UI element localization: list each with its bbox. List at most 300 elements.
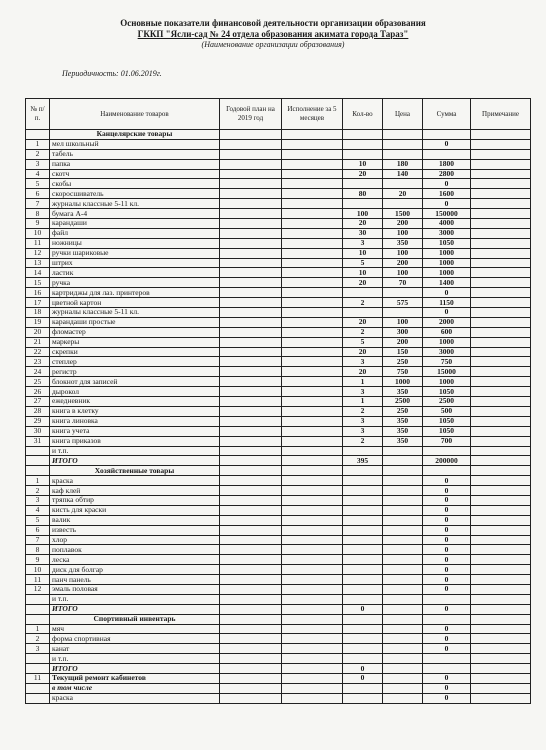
cell-empty <box>471 238 531 248</box>
cell-empty <box>220 397 282 407</box>
cell-price: 350 <box>383 387 423 397</box>
organization-name: ГККП "Ясли-сад № 24 отдела образования акимата города Тараз" <box>137 29 409 39</box>
cell-qty <box>343 288 383 298</box>
table-row <box>26 654 531 664</box>
cell-name: степлер <box>50 357 220 367</box>
table-row <box>26 486 531 496</box>
cell-qty: 80 <box>343 189 383 199</box>
cell-qty <box>343 486 383 496</box>
cell-sum: 1000 <box>423 248 471 258</box>
cell-sum: 0 <box>423 535 471 545</box>
cell-empty <box>471 199 531 209</box>
table-header-row <box>26 99 531 130</box>
cell-empty <box>220 298 282 308</box>
cell-name: ежедневник <box>50 397 220 407</box>
cell-empty <box>471 466 531 476</box>
cell-empty <box>282 673 343 683</box>
cell-empty <box>471 495 531 505</box>
cell-empty <box>220 406 282 416</box>
cell-qty: 0 <box>343 673 383 683</box>
cell-n: 1 <box>26 476 50 486</box>
cell-empty <box>282 545 343 555</box>
cell-empty <box>220 159 282 169</box>
table-row <box>26 367 531 377</box>
cell-sum: 1050 <box>423 238 471 248</box>
column-header: Наименование товаров <box>50 99 220 130</box>
cell-qty: 0 <box>343 604 383 614</box>
cell-price: 1500 <box>383 209 423 219</box>
cell-n: 10 <box>26 228 50 238</box>
cell-name: ИТОГО <box>50 664 220 674</box>
cell-empty <box>423 466 471 476</box>
table-row <box>26 575 531 585</box>
cell-empty <box>220 377 282 387</box>
cell-empty <box>471 159 531 169</box>
cell-n: 10 <box>26 565 50 575</box>
cell-empty <box>383 130 423 140</box>
cell-qty: 10 <box>343 159 383 169</box>
cell-empty <box>282 693 343 703</box>
cell-name: скотч <box>50 169 220 179</box>
cell-price <box>383 654 423 664</box>
cell-empty <box>282 555 343 565</box>
cell-name: карандаши простые <box>50 317 220 327</box>
cell-name: книга линовка <box>50 416 220 426</box>
cell-empty <box>282 604 343 614</box>
cell-empty <box>220 238 282 248</box>
cell-sum: 1000 <box>423 258 471 268</box>
cell-price <box>383 664 423 674</box>
column-header: Кол-во <box>343 99 383 130</box>
cell-sum: 0 <box>423 545 471 555</box>
cell-empty <box>471 654 531 664</box>
cell-empty <box>282 466 343 476</box>
cell-empty <box>282 377 343 387</box>
cell-name: Канцелярские товары <box>50 130 220 140</box>
cell-empty <box>282 426 343 436</box>
cell-price: 20 <box>383 189 423 199</box>
cell-sum: 150000 <box>423 209 471 219</box>
cell-empty <box>220 258 282 268</box>
cell-n: 1 <box>26 139 50 149</box>
cell-empty <box>471 565 531 575</box>
cell-name: и т.п. <box>50 594 220 604</box>
cell-sum: 0 <box>423 515 471 525</box>
table-row <box>26 258 531 268</box>
table-row <box>26 535 531 545</box>
cell-qty: 0 <box>343 664 383 674</box>
cell-n: 13 <box>26 258 50 268</box>
cell-empty <box>282 594 343 604</box>
cell-empty <box>471 397 531 407</box>
cell-price: 350 <box>383 436 423 446</box>
cell-price <box>383 624 423 634</box>
cell-empty <box>220 357 282 367</box>
cell-empty <box>220 634 282 644</box>
cell-name: ручка <box>50 278 220 288</box>
cell-n: 4 <box>26 505 50 515</box>
table-row <box>26 545 531 555</box>
cell-sum: 0 <box>423 495 471 505</box>
cell-n <box>26 693 50 703</box>
cell-empty <box>471 486 531 496</box>
cell-price: 150 <box>383 347 423 357</box>
cell-empty <box>220 446 282 456</box>
cell-qty: 20 <box>343 169 383 179</box>
cell-qty <box>343 515 383 525</box>
cell-n <box>26 654 50 664</box>
cell-n: 28 <box>26 406 50 416</box>
cell-empty <box>282 634 343 644</box>
cell-qty: 2 <box>343 327 383 337</box>
cell-empty <box>282 357 343 367</box>
cell-name: бумага А-4 <box>50 209 220 219</box>
cell-name: краска <box>50 693 220 703</box>
cell-empty <box>471 248 531 258</box>
cell-sum: 1050 <box>423 426 471 436</box>
table-row <box>26 357 531 367</box>
cell-name: каф клей <box>50 486 220 496</box>
cell-qty: 5 <box>343 258 383 268</box>
cell-empty <box>471 406 531 416</box>
table-row <box>26 298 531 308</box>
cell-empty <box>471 169 531 179</box>
cell-n: 17 <box>26 298 50 308</box>
table-row <box>26 555 531 565</box>
cell-name: скобы <box>50 179 220 189</box>
cell-empty <box>220 476 282 486</box>
cell-empty <box>471 476 531 486</box>
cell-sum: 0 <box>423 584 471 594</box>
cell-name: известь <box>50 525 220 535</box>
table-row <box>26 624 531 634</box>
cell-sum: 0 <box>423 476 471 486</box>
financial-table <box>25 98 531 704</box>
cell-empty <box>471 377 531 387</box>
cell-price: 350 <box>383 416 423 426</box>
cell-empty <box>471 357 531 367</box>
cell-price: 70 <box>383 278 423 288</box>
cell-empty <box>26 130 50 140</box>
cell-n: 9 <box>26 555 50 565</box>
cell-sum: 1800 <box>423 159 471 169</box>
cell-qty: 10 <box>343 268 383 278</box>
cell-qty <box>343 654 383 664</box>
cell-name: цветной картон <box>50 298 220 308</box>
cell-sum: 700 <box>423 436 471 446</box>
cell-price: 250 <box>383 406 423 416</box>
table-row <box>26 397 531 407</box>
cell-n: 5 <box>26 179 50 189</box>
cell-name: мел школьный <box>50 139 220 149</box>
cell-n: 11 <box>26 238 50 248</box>
cell-price: 2500 <box>383 397 423 407</box>
cell-name: канат <box>50 644 220 654</box>
cell-qty: 3 <box>343 238 383 248</box>
cell-price <box>383 149 423 159</box>
cell-n: 16 <box>26 288 50 298</box>
cell-name: леска <box>50 555 220 565</box>
cell-empty <box>220 673 282 683</box>
periodicity: Периодичность: 01.06.2019г. <box>62 69 162 78</box>
total-row <box>26 456 531 466</box>
cell-name: валик <box>50 515 220 525</box>
table-row <box>26 476 531 486</box>
cell-empty <box>26 466 50 476</box>
cell-sum: 1000 <box>423 268 471 278</box>
cell-empty <box>282 565 343 575</box>
cell-n: 2 <box>26 486 50 496</box>
cell-empty <box>282 209 343 219</box>
cell-qty: 3 <box>343 357 383 367</box>
cell-price <box>383 683 423 693</box>
cell-empty <box>220 505 282 515</box>
cell-sum: 2000 <box>423 317 471 327</box>
column-header: Примечание <box>471 99 531 130</box>
cell-sum: 2500 <box>423 397 471 407</box>
table-row <box>26 169 531 179</box>
cell-name: табель <box>50 149 220 159</box>
cell-name: журналы классные 5-11 кл. <box>50 199 220 209</box>
cell-n: 19 <box>26 317 50 327</box>
cell-qty <box>343 476 383 486</box>
cell-empty <box>220 367 282 377</box>
cell-qty: 100 <box>343 209 383 219</box>
cell-qty <box>343 535 383 545</box>
cell-name: Текущий ремонт кабинетов <box>50 673 220 683</box>
cell-qty: 395 <box>343 456 383 466</box>
cell-name: карандаши <box>50 219 220 229</box>
cell-n: 12 <box>26 248 50 258</box>
table-row <box>26 278 531 288</box>
cell-empty <box>471 149 531 159</box>
table-row <box>26 436 531 446</box>
cell-empty <box>282 219 343 229</box>
cell-empty <box>220 248 282 258</box>
cell-name: ИТОГО <box>50 604 220 614</box>
cell-price <box>383 673 423 683</box>
cell-n: 7 <box>26 199 50 209</box>
cell-qty <box>343 624 383 634</box>
cell-empty <box>471 614 531 624</box>
cell-empty <box>282 436 343 446</box>
cell-empty <box>423 130 471 140</box>
cell-empty <box>282 644 343 654</box>
cell-sum: 0 <box>423 555 471 565</box>
total-row <box>26 604 531 614</box>
cell-empty <box>471 426 531 436</box>
table-body <box>26 130 531 704</box>
cell-price <box>383 505 423 515</box>
cell-empty <box>282 288 343 298</box>
cell-sum: 0 <box>423 693 471 703</box>
table-row <box>26 673 531 683</box>
cell-empty <box>471 179 531 189</box>
cell-sum <box>423 149 471 159</box>
cell-empty <box>471 347 531 357</box>
cell-sum: 0 <box>423 288 471 298</box>
organization-caption: (Наименование организации образования) <box>201 40 345 49</box>
cell-empty <box>282 614 343 624</box>
cell-empty <box>220 545 282 555</box>
cell-empty <box>220 288 282 298</box>
cell-sum: 1150 <box>423 298 471 308</box>
cell-n <box>26 446 50 456</box>
cell-empty <box>282 397 343 407</box>
cell-sum: 0 <box>423 199 471 209</box>
cell-n: 2 <box>26 634 50 644</box>
cell-price <box>383 446 423 456</box>
cell-empty <box>282 535 343 545</box>
cell-sum: 0 <box>423 179 471 189</box>
cell-name: маркеры <box>50 337 220 347</box>
table-row <box>26 228 531 238</box>
cell-n: 3 <box>26 644 50 654</box>
table-row <box>26 505 531 515</box>
cell-price <box>383 575 423 585</box>
table-row <box>26 317 531 327</box>
cell-name: скрепки <box>50 347 220 357</box>
cell-empty <box>220 644 282 654</box>
cell-n: 21 <box>26 337 50 347</box>
cell-n: 20 <box>26 327 50 337</box>
cell-sum: 0 <box>423 525 471 535</box>
cell-name: поплавок <box>50 545 220 555</box>
cell-empty <box>26 664 50 674</box>
cell-empty <box>471 278 531 288</box>
cell-price <box>383 139 423 149</box>
cell-empty <box>220 278 282 288</box>
cell-empty <box>26 456 50 466</box>
cell-empty <box>220 486 282 496</box>
cell-sum: 1600 <box>423 189 471 199</box>
table-row <box>26 248 531 258</box>
table-row <box>26 199 531 209</box>
cell-name: скоросшиватель <box>50 189 220 199</box>
column-header: Цена <box>383 99 423 130</box>
cell-empty <box>220 683 282 693</box>
table-row <box>26 634 531 644</box>
cell-empty <box>282 337 343 347</box>
cell-empty <box>471 308 531 318</box>
cell-price <box>383 555 423 565</box>
cell-qty: 2 <box>343 436 383 446</box>
section-header-row <box>26 130 531 140</box>
cell-empty <box>471 575 531 585</box>
cell-name: блокнот для записей <box>50 377 220 387</box>
cell-empty <box>471 367 531 377</box>
cell-empty <box>282 248 343 258</box>
cell-qty <box>343 565 383 575</box>
cell-empty <box>282 199 343 209</box>
cell-price: 350 <box>383 426 423 436</box>
cell-empty <box>471 594 531 604</box>
cell-sum: 0 <box>423 505 471 515</box>
cell-price: 1000 <box>383 377 423 387</box>
cell-empty <box>471 644 531 654</box>
cell-empty <box>282 575 343 585</box>
cell-empty <box>471 584 531 594</box>
cell-price <box>383 495 423 505</box>
cell-empty <box>282 515 343 525</box>
cell-sum: 500 <box>423 406 471 416</box>
document-header <box>0 18 546 50</box>
cell-n <box>26 594 50 604</box>
cell-empty <box>282 387 343 397</box>
cell-empty <box>282 446 343 456</box>
cell-n: 5 <box>26 515 50 525</box>
cell-empty <box>220 624 282 634</box>
cell-sum: 0 <box>423 644 471 654</box>
cell-name: фломастер <box>50 327 220 337</box>
cell-empty <box>471 555 531 565</box>
cell-qty <box>343 179 383 189</box>
cell-qty: 2 <box>343 298 383 308</box>
cell-n: 11 <box>26 575 50 585</box>
cell-price: 750 <box>383 367 423 377</box>
cell-name: книга приказов <box>50 436 220 446</box>
cell-sum: 1050 <box>423 387 471 397</box>
cell-sum <box>423 594 471 604</box>
cell-name: хлор <box>50 535 220 545</box>
table-row <box>26 288 531 298</box>
cell-name: ножницы <box>50 238 220 248</box>
cell-empty <box>282 268 343 278</box>
cell-n: 3 <box>26 159 50 169</box>
cell-n: 29 <box>26 416 50 426</box>
cell-qty <box>343 545 383 555</box>
cell-n: 6 <box>26 189 50 199</box>
cell-empty <box>471 337 531 347</box>
cell-empty <box>471 634 531 644</box>
cell-qty: 30 <box>343 228 383 238</box>
cell-name: книга учета <box>50 426 220 436</box>
cell-price <box>383 693 423 703</box>
cell-sum: 750 <box>423 357 471 367</box>
cell-price <box>383 515 423 525</box>
cell-name: кисть для краски <box>50 505 220 515</box>
cell-sum: 0 <box>423 624 471 634</box>
cell-name: ручки шариковые <box>50 248 220 258</box>
cell-qty <box>343 139 383 149</box>
cell-name: панч панель <box>50 575 220 585</box>
cell-empty <box>471 387 531 397</box>
table-row <box>26 308 531 318</box>
document-title: Основные показатели финансовой деятельности организации образования <box>120 18 426 28</box>
cell-empty <box>471 219 531 229</box>
cell-name: диск для болгар <box>50 565 220 575</box>
cell-empty <box>343 466 383 476</box>
table-row <box>26 644 531 654</box>
cell-name: журналы классные 5-11 кл. <box>50 308 220 318</box>
cell-sum: 0 <box>423 634 471 644</box>
cell-empty <box>343 614 383 624</box>
cell-price: 575 <box>383 298 423 308</box>
table-row <box>26 406 531 416</box>
cell-empty <box>471 327 531 337</box>
cell-empty <box>220 228 282 238</box>
cell-n: 7 <box>26 535 50 545</box>
table-row <box>26 525 531 535</box>
cell-price: 100 <box>383 248 423 258</box>
cell-empty <box>282 298 343 308</box>
cell-empty <box>220 347 282 357</box>
cell-n: 26 <box>26 387 50 397</box>
table-row <box>26 565 531 575</box>
cell-qty <box>343 199 383 209</box>
cell-name: регистр <box>50 367 220 377</box>
cell-empty <box>220 149 282 159</box>
